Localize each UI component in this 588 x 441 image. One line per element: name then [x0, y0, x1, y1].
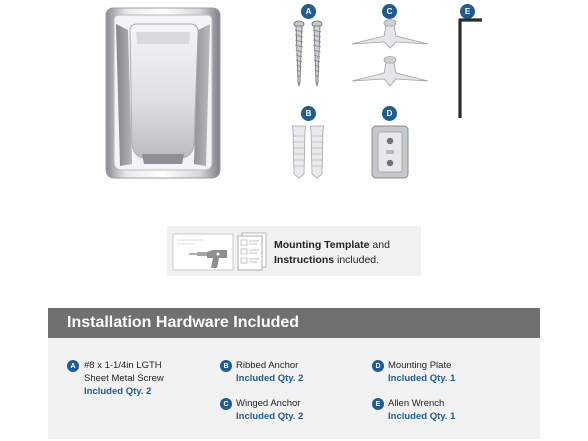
template-text-1: and: [369, 239, 390, 251]
drill-template-icon: [167, 230, 237, 274]
hardware-item-e-line1: Allen Wrench: [388, 398, 445, 409]
screw-a-image: [288, 20, 328, 88]
hardware-item-d-qty: Included Qty. 1: [388, 373, 456, 384]
part-c-badge: C: [382, 4, 397, 19]
template-bold-2: Instructions: [274, 254, 335, 266]
hardware-item-b: [236, 359, 303, 385]
hardware-item-e: [388, 397, 455, 423]
mounting-plate-image: [370, 124, 410, 180]
part-a-badge: A: [301, 4, 316, 19]
hardware-item-b-badge: B: [220, 360, 232, 372]
part-e-badge: E: [460, 4, 475, 19]
hardware-title: Installation Hardware Included: [48, 308, 540, 338]
hardware-item-c: [236, 397, 303, 423]
hardware-item-a-qty: Included Qty. 2: [84, 386, 152, 397]
hardware-item-a: [84, 359, 164, 398]
part-b-badge: B: [301, 106, 316, 121]
ribbed-anchor-image: [288, 124, 328, 180]
hardware-item-d-line1: Mounting Plate: [388, 360, 452, 371]
hardware-item-c-qty: Included Qty. 2: [236, 411, 304, 422]
part-d-badge: D: [382, 106, 397, 121]
hardware-item-d: [388, 359, 455, 385]
allen-wrench-image: [452, 16, 486, 120]
hardware-item-a-line1: #8 x 1-1/4in LGTH: [84, 360, 162, 371]
winged-anchor-image: [350, 18, 430, 90]
hardware-item-a-badge: A: [67, 360, 79, 372]
hardware-item-b-qty: Included Qty. 2: [236, 373, 304, 384]
robe-hook-image: [98, 4, 228, 182]
template-text-2: included.: [334, 254, 380, 266]
hardware-item-b-line1: Ribbed Anchor: [236, 360, 299, 371]
hardware-item-e-qty: Included Qty. 1: [388, 411, 456, 422]
template-caption: [274, 238, 424, 268]
hardware-item-a-line2: Sheet Metal Screw: [84, 373, 164, 384]
hardware-item-c-line1: Winged Anchor: [236, 398, 301, 409]
hardware-item-d-badge: D: [372, 360, 384, 372]
hardware-item-c-badge: C: [220, 398, 232, 410]
hardware-item-e-badge: E: [372, 398, 384, 410]
instructions-sheets-icon: [236, 231, 268, 271]
template-bold-1: Mounting Template: [274, 239, 370, 251]
